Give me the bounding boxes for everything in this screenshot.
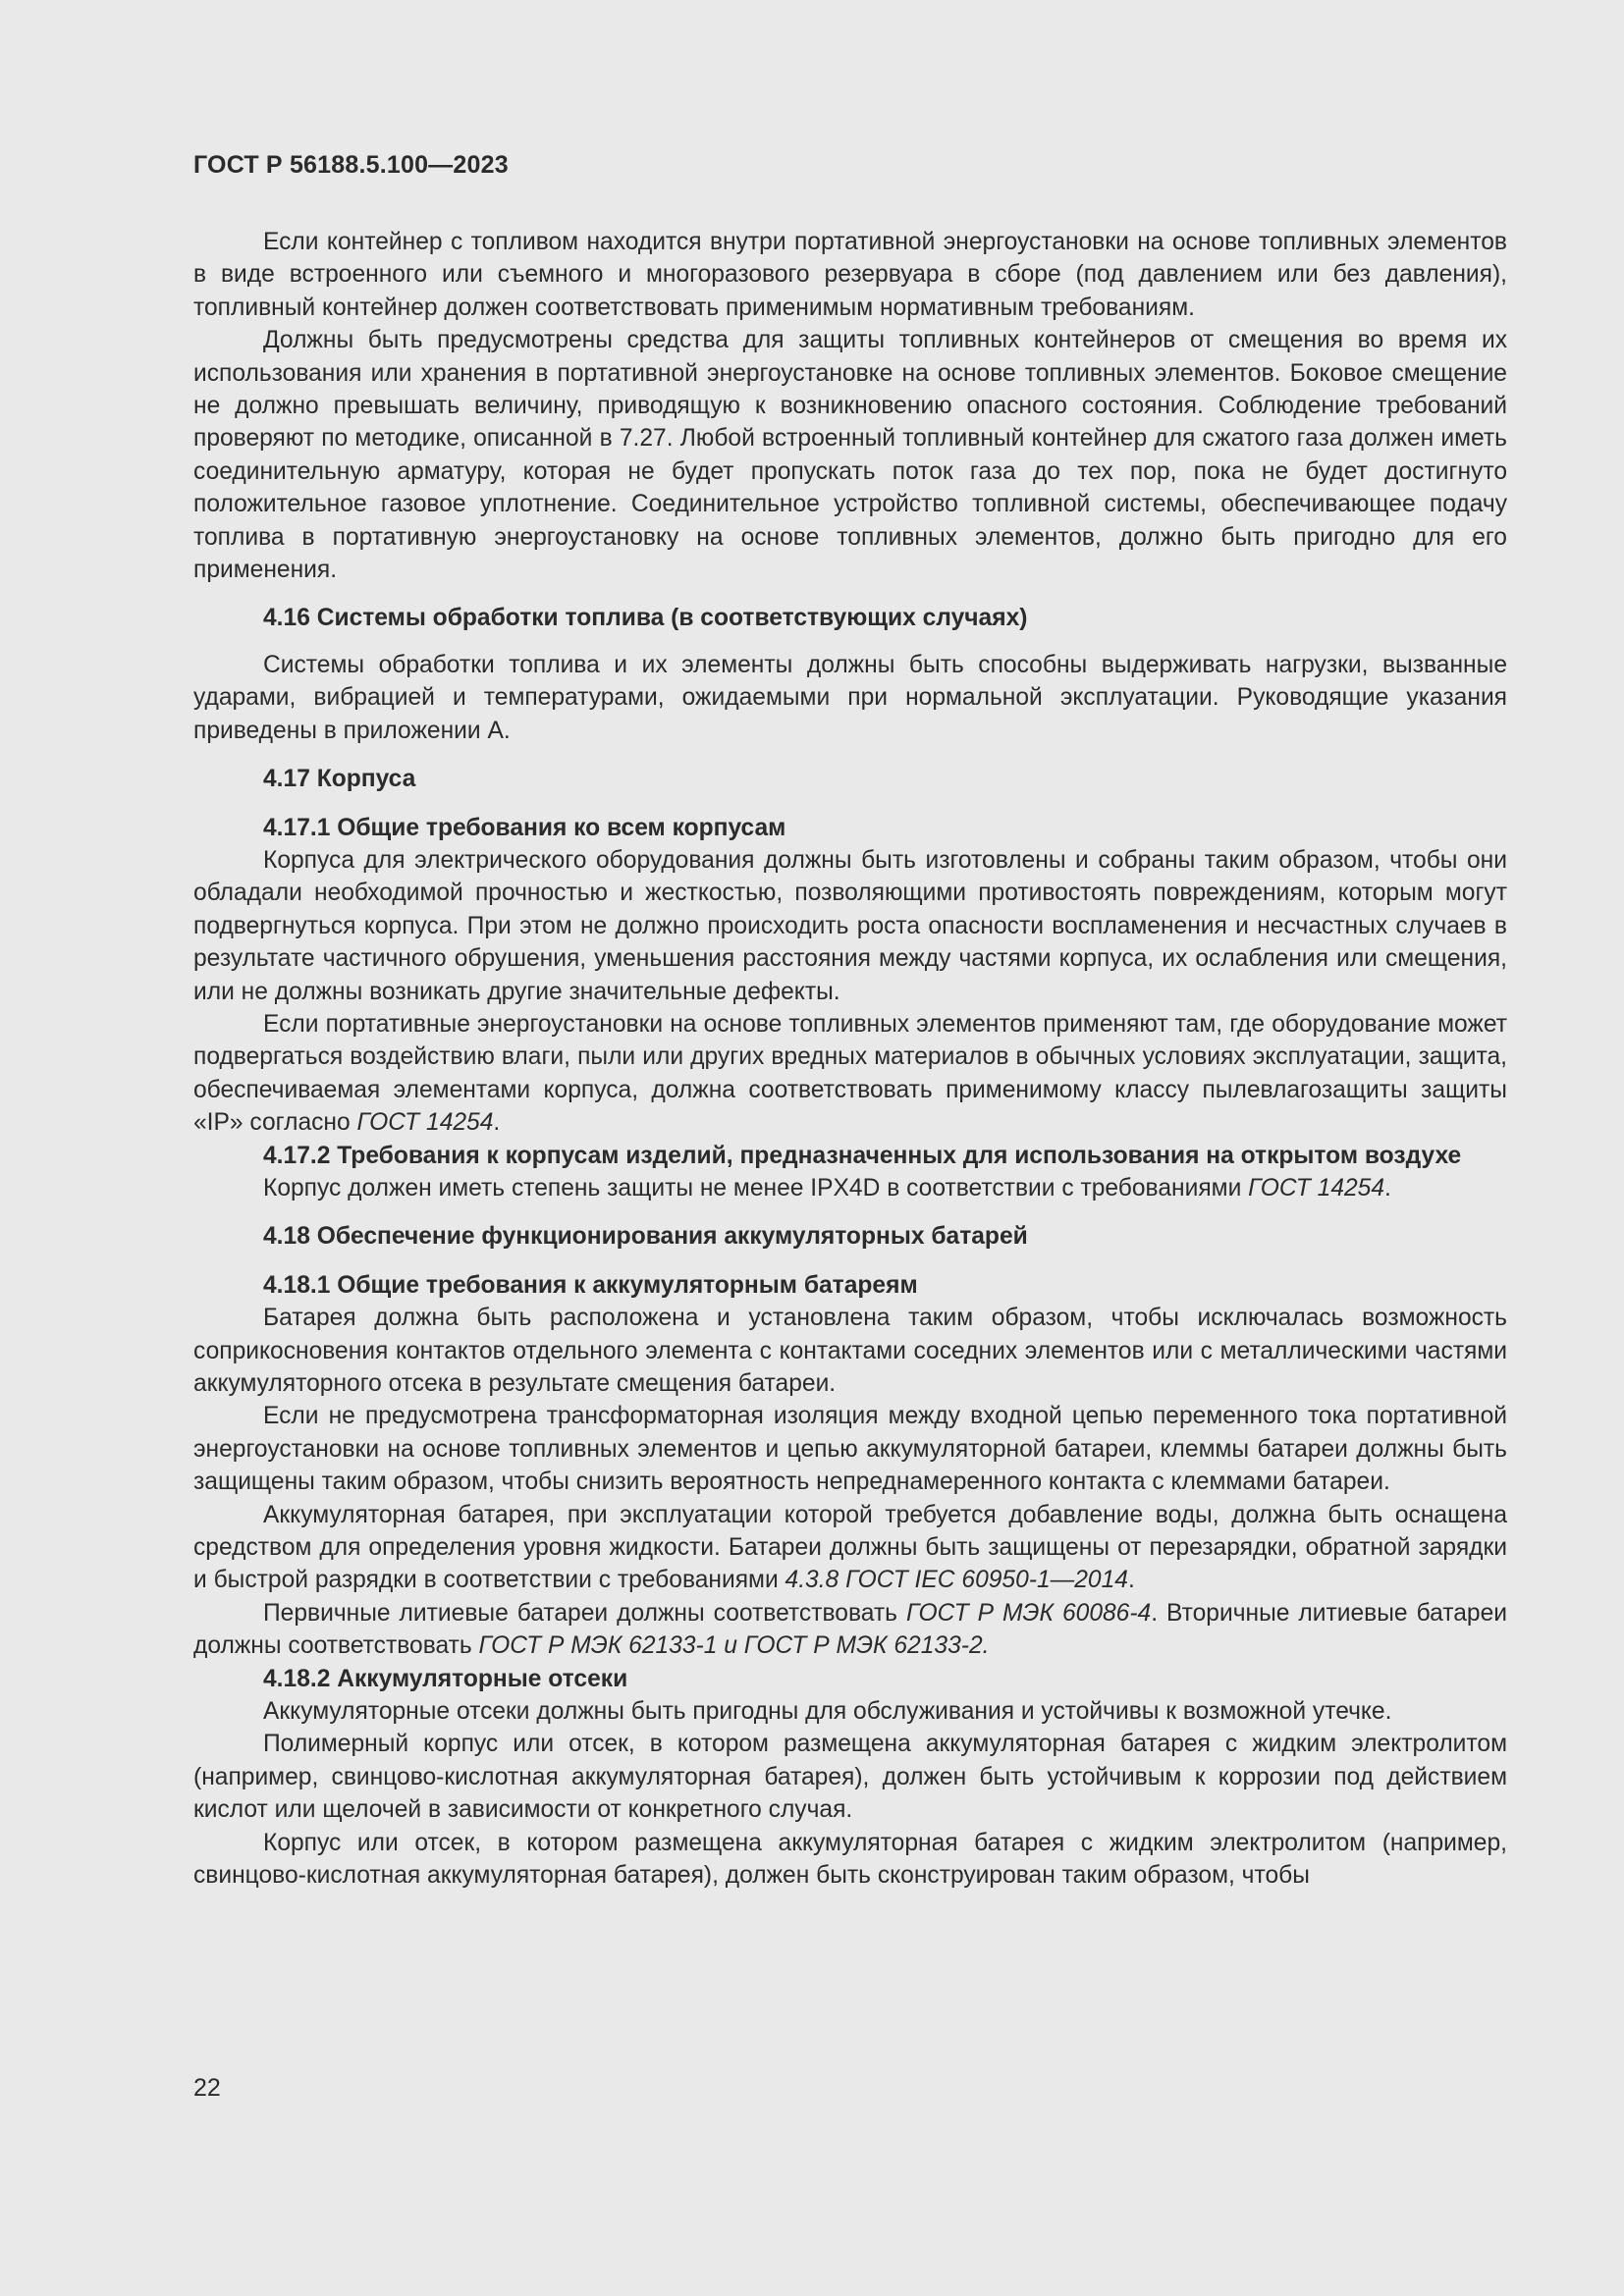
paragraph: Если не предусмотрена трансформаторная изоляция между входной цепью переменного тока портативной энергоустановки на основе топливных элементов и цепью аккумуляторной батареи, клеммы батареи должны быть защищены таким образом, чтобы снизить вероятность непреднамеренного контакта с клеммами батареи. (193, 1403, 1507, 1496)
standard-reference: ГОСТ Р МЭК 62133-1 и ГОСТ Р МЭК 62133-2. (478, 1632, 990, 1660)
standard-reference: ГОСТ 14254 (1248, 1174, 1385, 1201)
paragraph-text: Аккумуляторная батарея, при эксплуатации которой требуется добавление воды, должна быть оснащена средством для определения уровня жидкости. Батареи должны быть защищены от перезарядки, обратной зарядки и быстрой разрядки в соответствии с требованиями (193, 1501, 1507, 1594)
section-heading-4-18: 4.18 Обеспечение функционирования аккумуляторных батарей (263, 1223, 1028, 1251)
paragraph: Аккумуляторные отсеки должны быть пригодны для обслуживания и устойчивы к возможной утечке. (263, 1698, 1392, 1726)
page-number: 22 (193, 2074, 221, 2102)
paragraph: Если портативные энергоустановки на основе топливных элементов применяют там, где оборудование может подвергаться воздействию влаги, пыли или других вредных материалов в обычных условиях эксплуатации, защита, обеспечиваемая элементами корпуса, должна соответствовать применимому классу пылевлагозащиты защиты «IP» согласно ГОСТ 14254. (193, 1010, 1507, 1137)
section-heading-4-17: 4.17 Корпуса (263, 766, 416, 793)
document-body (193, 226, 1507, 1893)
section-heading-4-18-1: 4.18.1 Общие требования к аккумуляторным батареям (263, 1271, 918, 1299)
section-heading-4-16: 4.16 Системы обработки топлива (в соответствующих случаях) (263, 605, 1028, 632)
paragraph: Должны быть предусмотрены средства для защиты топливных контейнеров от смещения во время их использования или хранения в портативной энергоустановке на основе топливных элементов. Боковое смещение не должно превышать величину, приводящую к возникновению опасного состояния. Соблюдение требований проверяют по методике, описанной в 7.27. Любой встроенный топливный контейнер для сжатого газа должен иметь соединительную арматуру, которая не будет пропускать поток газа до тех пор, пока не будет достигнуто положительное газовое уплотнение. Соединительное устройство топливной системы, обеспечивающее подачу топлива в портативную энергоустановку на основе топливных элементов, должно быть пригодно для его применения. (193, 327, 1507, 584)
section-heading-4-17-1: 4.17.1 Общие требования ко всем корпусам (263, 814, 786, 841)
section-heading-4-17-2: 4.17.2 Требования к корпусам изделий, предназначенных для использования на открытом воздухе (263, 1142, 1462, 1169)
document-header: ГОСТ Р 56188.5.100—2023 (193, 151, 509, 179)
paragraph: Корпус или отсек, в котором размещена аккумуляторная батарея с жидким электролитом (например, свинцово-кислотная аккумуляторная батарея), должен быть сконструирован таким образом, чтобы (193, 1829, 1507, 1890)
paragraph (193, 1597, 1507, 1663)
standard-reference: ГОСТ Р МЭК 60086-4 (905, 1599, 1152, 1627)
standard-reference: ГОСТ 14254 (356, 1109, 494, 1137)
paragraph: Полимерный корпус или отсек, в котором размещена аккумуляторная батарея с жидким электролитом (например, свинцово-кислотная аккумуляторная батарея), должен быть устойчивым к коррозии под действием кислот или щелочей в зависимости от конкретного случая. (193, 1731, 1507, 1824)
paragraph: Корпус должен иметь степень защиты не менее IPX4D в соответствии с требованиями ГОСТ 14254. (263, 1174, 1391, 1201)
section-heading-4-18-2: 4.18.2 Аккумуляторные отсеки (263, 1665, 628, 1692)
paragraph: Аккумуляторная батарея, при эксплуатации которой требуется добавление воды, должна быть оснащена средством для определения уровня жидкости. Батареи должны быть защищены от перезарядки, обратной зарядки и быстрой разрядки в соответствии с требованиями 4.3.8 ГОСТ IEC 60950-1—2014. (193, 1501, 1507, 1594)
standard-reference: 4.3.8 ГОСТ IEC 60950-1—2014 (785, 1567, 1128, 1594)
paragraph-text: Если портативные энергоустановки на основе топливных элементов применяют там, где оборудование может подвергаться воздействию влаги, пыли или других вредных материалов в обычных условиях эксплуатации, защита, обеспечиваемая элементами корпуса, должна соответствовать применимому классу пылевлагозащиты защиты «IP» согласно (193, 1010, 1507, 1137)
paragraph: Корпуса для электрического оборудования должны быть изготовлены и собраны таким образом, чтобы они обладали необходимой прочностью и жесткостью, позволяющими противостоять повреждениям, которым могут подвергнуться корпуса. При этом не должно происходить роста опасности воспламенения и несчастных случаев в результате частичного обрушения, уменьшения расстояния между частями корпуса, их ослабления или смещения, или не должны возникать другие значительные дефекты. (193, 846, 1507, 1005)
paragraph-text: Корпус должен иметь степень защиты не менее IPX4D в соответствии с требованиями (263, 1174, 1249, 1201)
paragraph: Батарея должна быть расположена и установлена таким образом, чтобы исключалась возможность соприкосновения контактов отдельного элемента с контактами соседних элементов или с металлическими частями аккумуляторного отсека в результате смещения батареи. (193, 1305, 1507, 1397)
paragraph-text: . Вторичные литиевые батареи должны соответствовать (193, 1599, 1507, 1660)
paragraph-text: Первичные литиевые батареи должны соответствовать (263, 1599, 906, 1627)
paragraph: Если контейнер с топливом находится внутри портативной энергоустановки на основе топливных элементов в виде встроенного или съемного и многоразового резервуара в сборе (под давлением или без давления), топливный контейнер должен соответствовать применимым нормативным требованиям. (193, 229, 1507, 321)
paragraph: Системы обработки топлива и их элементы должны быть способны выдерживать нагрузки, вызванные ударами, вибрацией и температурами, ожидаемыми при нормальной эксплуатации. Руководящие указания приведены в приложении А. (193, 651, 1507, 744)
